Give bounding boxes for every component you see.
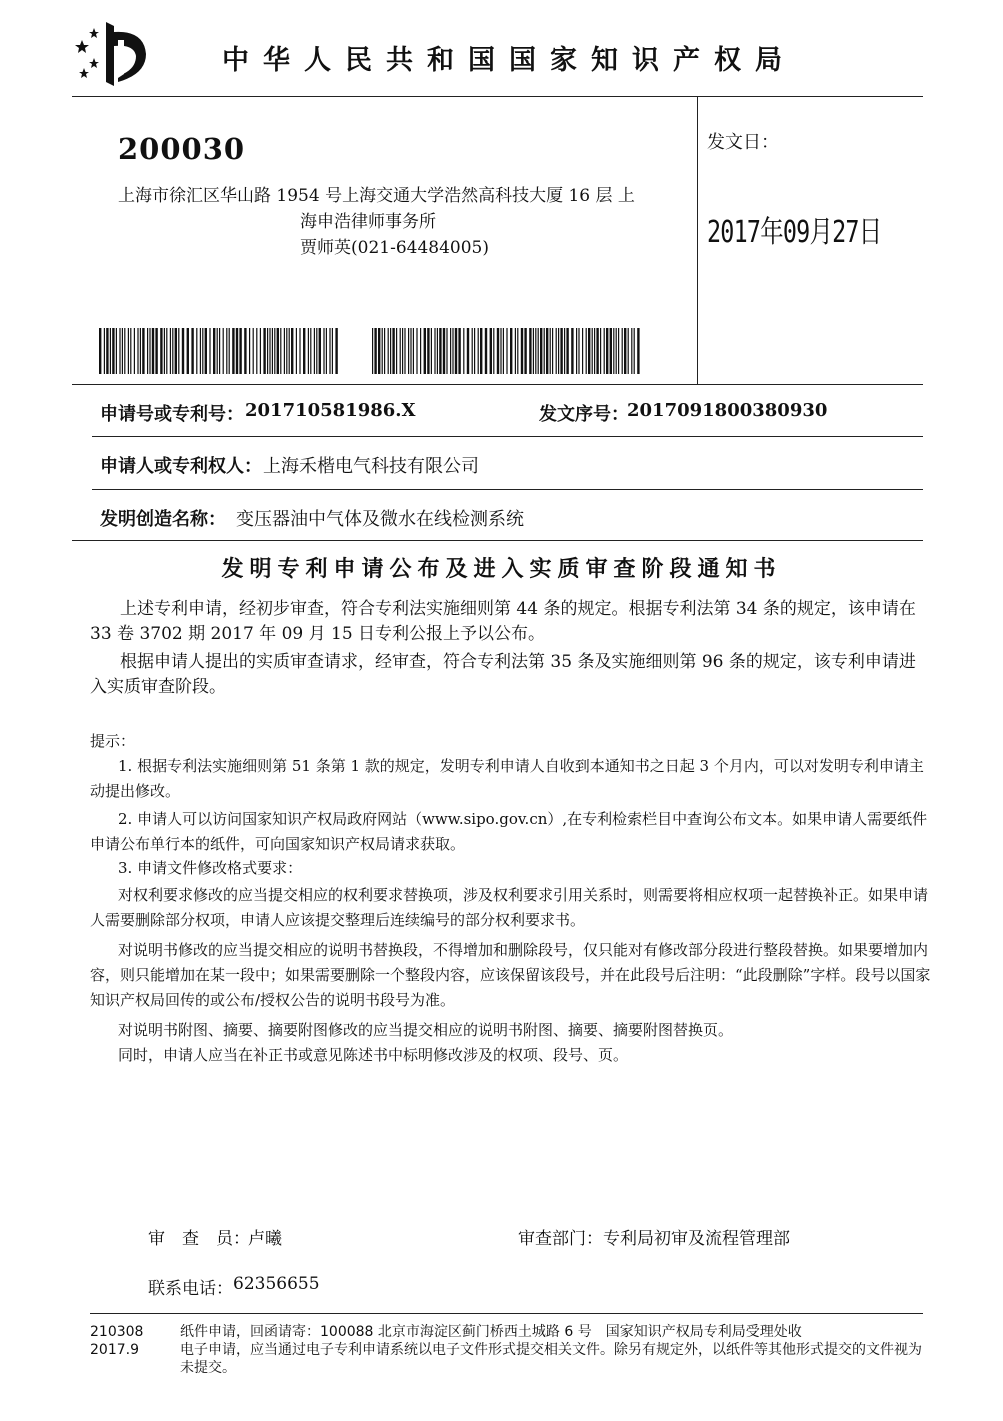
tip-item-3a: 对权利要求修改的应当提交相应的权利要求替换项，涉及权利要求引用关系时，则需要将相应权项一起替换补正。如果申请人需要删除部分权项，申请人应该提交整理后连续编号的部分权利要求书。 xyxy=(90,886,929,929)
invention-label: 发明创造名称： xyxy=(100,509,226,530)
tip-item-2: 2. 申请人可以访问国家知识产权局政府网站（www.sipo.gov.cn）,在专利检索栏目中查询公布文本。如果申请人需要纸件申请公布单行本的纸件，可向国家知识产权局请求获取。 xyxy=(90,810,928,853)
doc-serial: 2017091800380930 xyxy=(627,400,828,421)
tip-item-1: 1. 根据专利法实施细则第 51 条第 1 款的规定，发明专利申请人自收到本通知书之日起 3 个月内，可以对发明专利申请主动提出修改。 xyxy=(90,757,924,800)
examiner-label: 审 查 员： xyxy=(148,1229,250,1249)
application-no: 201710581986.X xyxy=(245,400,416,421)
recipient-address-line1: 上海市徐汇区华山路 1954 号上海交通大学浩然高科技大厦 16 层 上 xyxy=(118,186,635,206)
notice-title: 发明专利申请公布及进入实质审查阶段通知书 xyxy=(221,557,782,582)
notice-paragraph-1 xyxy=(90,597,926,647)
send-date-stamp: 2017年09月27日 xyxy=(707,215,882,250)
tip-item-3c: 对说明书附图、摘要、摘要附图修改的应当提交相应的说明书附图、摘要、摘要附图替换页。 xyxy=(118,1021,734,1039)
footer-electronic-notice: 电子申请，应当通过电子专利申请系统以电子文件形式提交相关文件。除另有规定外，以纸件等其他形式提交的文件视为未提交。 xyxy=(180,1342,922,1376)
barcode xyxy=(372,328,642,374)
header-divider xyxy=(72,96,923,97)
tip-item-3b: 对说明书修改的应当提交相应的说明书替换段，不得增加和删除段号，仅只能对有修改部分段进行整段替换。如果要增加内容，则只能增加在某一段中；如果需要删除一个整段内容，应该保留该段号，并在此段号后注明：“此段删除”字样。段号以国家知识产权局回传的或公布/授权公告的说明书段号为准。 xyxy=(90,941,931,1009)
phone-label: 联系电话： xyxy=(148,1279,233,1299)
section-divider xyxy=(72,384,923,385)
field-divider xyxy=(92,489,923,490)
postcode: 200030 xyxy=(118,132,246,166)
footer-paper-notice: 纸件申请，回函请寄：100088 北京市海淀区蓟门桥西土城路 6 号 国家知识产权局专利局受理处收 xyxy=(180,1324,802,1340)
field-divider xyxy=(92,436,923,437)
doc-serial-label: 发文序号： xyxy=(539,404,629,425)
field-divider xyxy=(72,540,923,541)
form-version: 2017.9 xyxy=(90,1342,139,1358)
tip-item-3d: 同时，申请人应当在补正书或意见陈述书中标明修改涉及的权项、段号、页。 xyxy=(118,1046,629,1064)
send-date-label: 发文日： xyxy=(707,132,779,153)
notice-paragraph-1-text: 上述专利申请，经初步审查，符合专利法实施细则第 44 条的规定。根据专利法第 34 条的规定，该申请在 33 卷 3702 期 2017 年 09 月 15 日专利公报上予以公布。 xyxy=(90,599,916,644)
header-title: 中华人民共和国国家知识产权局 xyxy=(222,45,796,76)
tips-heading: 提示： xyxy=(90,732,136,750)
applicant-label: 申请人或专利权人： xyxy=(100,456,262,477)
application-no-label: 申请号或专利号： xyxy=(100,404,244,425)
department-name: 专利局初审及流程管理部 xyxy=(603,1229,790,1249)
notice-paragraph-2 xyxy=(90,650,926,700)
department-label: 审查部门： xyxy=(518,1229,603,1249)
examiner-name: 卢曦 xyxy=(248,1229,282,1249)
invention-name: 变压器油中气体及微水在线检测系统 xyxy=(236,509,524,530)
barcode xyxy=(99,328,339,374)
date-column-divider xyxy=(697,96,698,384)
applicant: 上海禾楷电气科技有限公司 xyxy=(263,456,479,477)
form-code: 210308 xyxy=(90,1324,144,1340)
phone-number: 62356655 xyxy=(233,1274,320,1294)
footer-divider xyxy=(90,1313,923,1314)
cnipa-logo xyxy=(72,16,152,88)
recipient-contact: 贾师英(021-64484005) xyxy=(300,238,489,258)
tip-item-3: 3. 申请文件修改格式要求： xyxy=(118,859,303,877)
recipient-address-line2: 海申浩律师事务所 xyxy=(300,212,436,232)
notice-paragraph-2-text: 根据申请人提出的实质审查请求，经审查，符合专利法第 35 条及实施细则第 96 条的规定，该专利申请进入实质审查阶段。 xyxy=(90,652,916,697)
